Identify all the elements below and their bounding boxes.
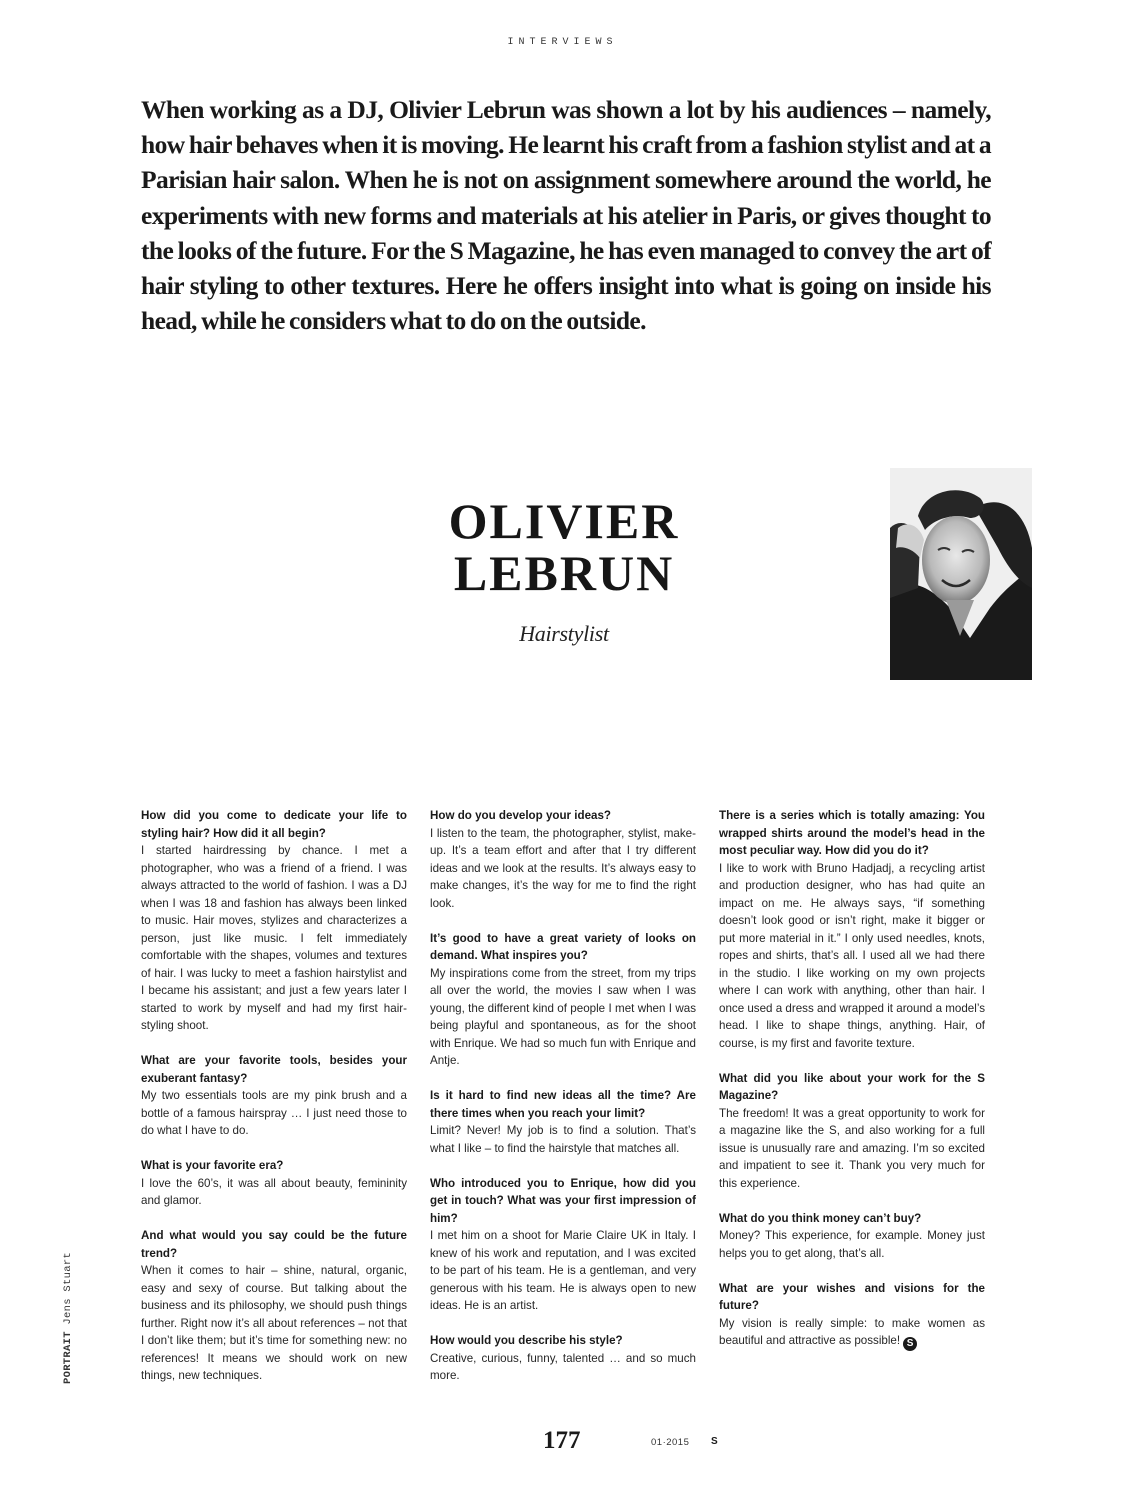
qa-item (719, 1070, 985, 1193)
photo-credit-label: PORTRAIT (62, 1331, 74, 1384)
photo-credit-name: Jens Stuart (62, 1251, 74, 1325)
answer: My inspirations come from the street, from my trips all over the world, the movies I saw when I was young, the different kind of people I met when I was being playful and spontaneous, as for the shoot with Enrique. We had so much fun with Enrique and Antje. (430, 966, 696, 1067)
question: Is it hard to find new ideas all the time? Are there times when you reach your limit? (430, 1089, 696, 1120)
question: It’s good to have a great variety of looks on demand. What inspires you? (430, 931, 696, 962)
answer: I started hairdressing by chance. I met a photographer, who was a friend of a friend. I was always attracted to the world of fashion. I was a DJ when I was 18 and fashion has always been linked to music. Hair moves, stylizes and characterizes a person, just like music. I felt immediately comfortable with the shapes, volumes and textures of hair. I was lucky to meet a fashion hairstylist and I became his assistant; and just a few years later I started to work by myself and had my first hair-styling shoot. (141, 844, 407, 1032)
qa-item (141, 1227, 407, 1385)
qa-item (719, 1280, 985, 1352)
answer: I listen to the team, the photographer, stylist, make-up. It’s a team effort and after that I try different ideas and we look at the results. It’s always easy to make changes, it’s the way for me to find the right look. (430, 826, 696, 910)
question: How do you develop your ideas? (430, 809, 612, 822)
question: What are your favorite tools, besides your exuberant fantasy? (141, 1054, 407, 1085)
answer: When it comes to hair – shine, natural, organic, easy and sexy of course. But talking about the business and its philosophy, we should push things further. Right now it’s all about references – not that I don’t like them; but it’s time for something new: no references! It means we should work on new things, new techniques. (141, 1264, 407, 1382)
column-1 (141, 807, 407, 1402)
qa-item (141, 807, 407, 1035)
profile-name-line1: OLIVIER (448, 493, 680, 549)
qa-item (430, 1087, 696, 1157)
interview-columns (141, 807, 985, 1402)
photo-credit (62, 1252, 74, 1384)
profile-name (400, 495, 728, 599)
qa-item (141, 1157, 407, 1210)
question: How would you describe his style? (430, 1334, 623, 1347)
qa-item (430, 1175, 696, 1315)
portrait-photo (890, 468, 1032, 680)
question: How did you come to dedicate your life to styling hair? How did it all begin? (141, 809, 407, 840)
question: What is your favorite era? (141, 1159, 284, 1172)
qa-item (719, 1210, 985, 1263)
answer: Limit? Never! My job is to find a solution. That’s what I like – to find the hairstyle that matches all. (430, 1124, 696, 1155)
answer: I met him on a shoot for Marie Claire UK in Italy. I knew of his work and reputation, and I was excited to be part of his team. He is a gentleman, and very generous with his team. He is always open to new ideas. He is an artist. (430, 1229, 696, 1312)
answer: Money? This experience, for example. Money just helps you to get along, that’s all. (719, 1229, 985, 1260)
section-label: INTERVIEWS (507, 37, 618, 48)
answer: I love the 60’s, it was all about beauty, femininity and glamor. (141, 1176, 407, 1207)
answer: I like to work with Bruno Hadjadj, a recycling artist and production designer, who has had quite an impact on me. He always says, “if something doesn’t look good or isn’t right, make it bigger or put more material in it.” I only used needles, knots, ropes and shirts, that’s all. I used all we had there in the studio. I like working on my own projects where I can work with anything, other than hair. I once used a dress and wrapped it around a model’s head. I like to shape things, anything. Hair, of course, is my first and favorite texture. (719, 861, 985, 1050)
answer-text: My vision is really simple: to make women as beautiful and attractive as possible! (719, 1316, 985, 1347)
column-2 (430, 807, 696, 1402)
answer: The freedom! It was a great opportunity to work for a magazine like the S, and also working for a full issue is unusually rare and amazing. I’m so excited and impatient to see it. Thank you very much for this experience. (719, 1106, 985, 1190)
question: Who introduced you to Enrique, how did you get in touch? What was your first impression of him? (430, 1176, 696, 1225)
portrait-illustration (890, 468, 1032, 680)
question: There is a series which is totally amazing: You wrapped shirts around the model’s head in the most peculiar way. How did you do it? (719, 809, 985, 857)
profile-heading (400, 495, 728, 647)
qa-item (719, 807, 985, 1052)
qa-item (430, 807, 696, 912)
qa-item (141, 1052, 407, 1140)
profile-name-line2: LEBRUN (453, 545, 675, 601)
answer (719, 1315, 985, 1352)
qa-item (430, 1332, 696, 1385)
answer: Creative, curious, funny, talented … and so much more. (430, 1351, 696, 1382)
question: What are your wishes and visions for the future? (719, 1281, 985, 1312)
profile-role: Hairstylist (519, 621, 609, 646)
issue-date: 01·2015 (651, 1437, 690, 1448)
page-number: 177 (543, 1427, 581, 1454)
question: And what would you say could be the future trend? (141, 1229, 407, 1260)
s-logo-end-icon: S (903, 1337, 917, 1351)
column-3 (719, 807, 985, 1402)
question: What do you think money can’t buy? (719, 1211, 922, 1225)
answer: My two essentials tools are my pink brush and a bottle of a famous hairspray … I just need those to do what I have to do. (141, 1089, 407, 1137)
intro-paragraph: When working as a DJ, Olivier Lebrun was shown a lot by his audiences – namely, how hair behaves when it is moving. He learnt his craft from a fashion stylist and at a Parisian hair salon. When he is not on assignment somewhere around the world, he experiments with new forms and materials at his atelier in Paris, or gives thought to the looks of the future. For the S Magazine, he has even managed to convey the art of hair styling to other textures. Here he offers insight into what is going on inside his head, while he considers what to do on the outside. (141, 95, 991, 336)
qa-item (430, 930, 696, 1070)
question: What did you like about your work for the S Magazine? (719, 1071, 985, 1102)
magazine-brand: S (711, 1436, 718, 1447)
